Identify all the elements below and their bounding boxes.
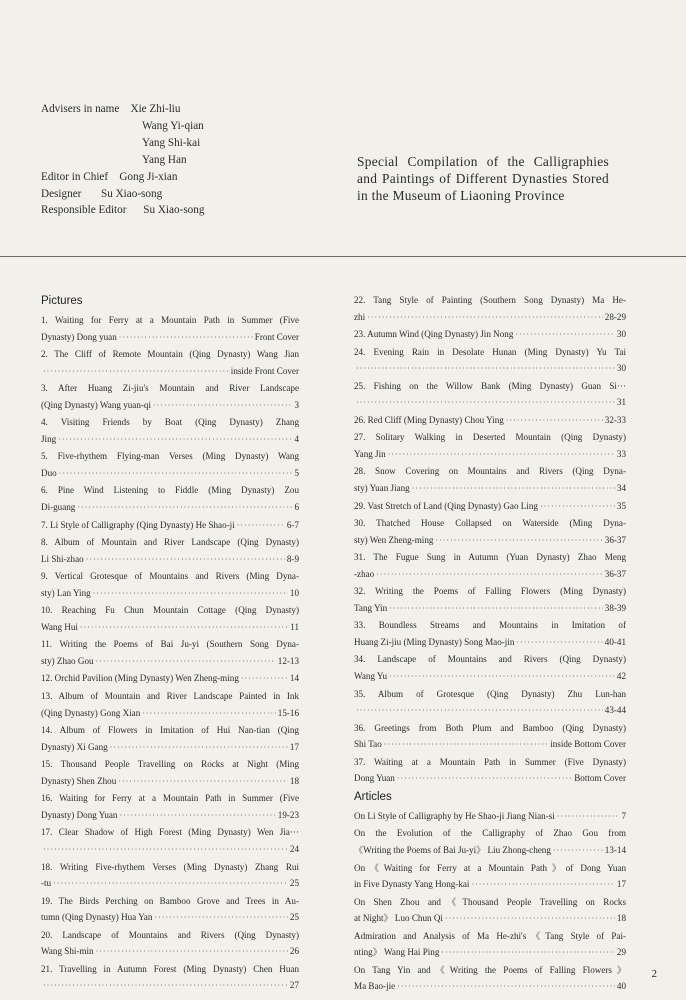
dot-leader: [110, 740, 288, 757]
toc-entry-line: [41, 875, 299, 893]
advisers-label: Advisers in name: [41, 103, 120, 115]
dot-leader: [540, 499, 615, 516]
toc-entry-title-end: Wang Shi-min: [41, 946, 94, 957]
toc-entry: [354, 962, 626, 996]
toc-entry-title: 13. Album of Mountain and River Landscape Painted in Ink: [41, 691, 299, 702]
toc-entry-title: 35. Album of Grotesque (Qing Dynasty) Zhu Lun-han: [354, 688, 626, 699]
toc-page-number: 11: [290, 621, 299, 632]
toc-entry-line: [354, 394, 626, 412]
toc-entry: [41, 568, 299, 602]
toc-page-number: 34: [616, 483, 626, 494]
toc-entry: [41, 380, 299, 414]
toc-entry: [41, 756, 299, 790]
toc-entry-title-end: Huang Zi-jiu (Ming Dynasty) Song Mao-jin: [354, 636, 515, 647]
dot-leader: [389, 601, 603, 618]
toc-entry-line: [354, 770, 626, 788]
toc-entry-line: [354, 634, 626, 652]
toc-entry-line: [354, 600, 626, 618]
toc-entry-title-end: Wang Yu: [354, 671, 388, 682]
dot-leader: [96, 944, 288, 961]
right-column: [354, 292, 626, 996]
toc-page-number: 12-13: [277, 655, 299, 666]
credits-block: [41, 101, 204, 219]
toc-entry-title-end: Dynasty) Dong Yuan: [41, 809, 118, 820]
toc-entry-title: 5. Five-rhythem Flying-man Verses (Ming Dynasty) Wang: [41, 451, 299, 462]
toc-entry-line: [41, 499, 299, 517]
toc-entry-title-end: Di-guang: [41, 502, 76, 513]
toc-page-number: 31: [616, 397, 626, 408]
toc-page-number: 35: [616, 500, 626, 511]
toc-entry-title-end: tumn (Qing Dynasty) Hua Yan: [41, 912, 153, 923]
toc-entry: [354, 808, 626, 826]
toc-entry-line: [41, 739, 299, 757]
toc-entry: [41, 859, 299, 893]
toc-entry: [354, 617, 626, 651]
toc-page-number: 4: [294, 433, 299, 444]
toc-entry-line: [354, 944, 626, 962]
toc-entry-line: [41, 397, 299, 415]
toc-entry-line: [354, 326, 626, 344]
dot-leader: [397, 771, 572, 788]
toc-page-number: 40-41: [604, 636, 626, 647]
toc-page-number: 15-16: [277, 707, 299, 718]
dot-leader: [515, 327, 615, 344]
editor-label: Editor in Chief: [41, 170, 109, 183]
responsible-editor-row: [41, 202, 204, 219]
designer-label: Designer: [41, 187, 82, 200]
toc-entry-line: [41, 363, 299, 381]
dot-leader: [237, 518, 285, 535]
toc-entry: [354, 412, 626, 430]
dot-leader: [80, 620, 288, 637]
toc-page-number: 18: [289, 775, 299, 786]
toc-entry-title-end: 29. Vast Stretch of Land (Qing Dynasty) Gao Ling: [354, 500, 538, 511]
toc-entry-line: [41, 653, 299, 671]
toc-page-number: 25: [289, 912, 299, 923]
dot-leader: [241, 671, 288, 688]
toc-entry: [41, 448, 299, 482]
toc-entry-title-end: Wang Hui: [41, 621, 78, 632]
adviser-name: Yang Shi-kai: [142, 136, 201, 149]
toc-entry-title: 18. Writing Five-rhythem Verses (Ming Dynasty) Zhang Rui: [41, 861, 299, 872]
toc-entry-line: [354, 978, 626, 996]
toc-entry-title: 33. Boundless Streams and Mountains in Imitation of: [354, 620, 626, 631]
dot-leader: [435, 533, 602, 550]
dot-leader: [119, 808, 275, 825]
toc-entry-title: 30. Thatched House Collapsed on Waterside (Ming Dyna-: [354, 518, 626, 529]
dot-leader: [557, 809, 620, 826]
toc-entry-title: 27. Solitary Walking in Deserted Mountain (Qing Dynasty): [354, 432, 626, 443]
dot-leader: [43, 364, 229, 381]
dot-leader: [388, 447, 615, 464]
toc-entry-line: [41, 329, 299, 347]
toc-page-number: 19-23: [277, 809, 299, 820]
toc-entry-title-end: 《Writing the Poems of Bai Ju-yi》 Liu Zhong-cheng: [354, 844, 551, 855]
toc-entry-title: On Tang Yin and《Writing the Poems of Falling Flowers》: [354, 964, 626, 975]
toc-entry: [41, 722, 299, 756]
toc-entry-title-end: Dynasty) Dong yuan: [41, 331, 117, 342]
toc-entry-title-end: 7. Li Style of Calligraphy (Qing Dynasty) He Shao-ji: [41, 519, 235, 530]
dot-leader: [93, 586, 288, 603]
toc-entry-title-end: (Qing Dynasty) Wang yuan-qi: [41, 399, 151, 410]
toc-entry-line: [354, 736, 626, 754]
toc-entry-title: 10. Reaching Fu Chun Mountain Cottage (Qing Dynasty): [41, 605, 299, 616]
toc-entry: [41, 602, 299, 636]
toc-entry-title: 21. Travelling in Autumn Forest (Ming Dynasty) Chen Huan: [41, 963, 299, 974]
toc-entry: [354, 928, 626, 962]
toc-entry-title: 36. Greetings from Both Plum and Bamboo (Qing Dynasty): [354, 722, 626, 733]
toc-entry-line: [354, 702, 626, 720]
toc-entry-line: [354, 566, 626, 584]
toc-entry: [354, 583, 626, 617]
toc-entry: [41, 346, 299, 380]
articles-list: [354, 808, 626, 996]
responsible-editor-name: Su Xiao-song: [143, 204, 205, 217]
compilation-title: Special Compilation of the Calligraphies and Paintings of Different Dynasties Stored in the Museum of Liaoning Province: [357, 154, 609, 203]
toc-page-number: Bottom Cover: [574, 773, 626, 784]
toc-entry-title: 9. Vertical Grotesque of Mountains and Rivers (Ming Dyna-: [41, 571, 299, 582]
toc-entry-title: 16. Waiting for Ferry at a Mountain Path in Summer (Five: [41, 793, 299, 804]
toc-entry-title-end: sty) Lan Ying: [41, 587, 91, 598]
dot-leader: [356, 395, 615, 412]
toc-entry: [41, 893, 299, 927]
toc-entry-title: 34. Landscape of Mountains and Rivers (Qing Dynasty): [354, 654, 626, 665]
toc-entry: [41, 482, 299, 516]
dot-leader: [43, 978, 288, 995]
toc-page-number: 29: [616, 947, 626, 958]
toc-entry: [41, 824, 299, 858]
toc-entry-line: [354, 480, 626, 498]
toc-entry-line: [41, 517, 299, 535]
toc-entry-line: [354, 808, 626, 826]
toc-page-number: 6-7: [286, 519, 299, 530]
toc-entry-line: [41, 977, 299, 995]
toc-entry-title: 31. The Fugue Sung in Autumn (Yuan Dynasty) Zhao Meng: [354, 552, 626, 563]
adviser-name: Wang Yi-qian: [142, 119, 204, 132]
toc-entry-title: 8. Album of Mountain and River Landscape (Qing Dynasty): [41, 537, 299, 548]
toc-entry-title-end: Shi Tao: [354, 739, 382, 750]
adviser-name: Yang Han: [142, 153, 187, 166]
toc-entry-title-end: sty) Yuan Jiang: [354, 483, 410, 494]
dot-leader: [53, 876, 288, 893]
toc-entry-title-end: Tang Yin: [354, 602, 388, 613]
toc-entry-line: [41, 670, 299, 688]
toc-page-number: 5: [294, 467, 299, 478]
toc-entry-title-end: zhi: [354, 311, 366, 322]
toc-entry: [41, 961, 299, 995]
toc-entry: [41, 636, 299, 670]
toc-entry: [354, 429, 626, 463]
toc-page-number: 36-37: [604, 568, 626, 579]
toc-page-number: 17: [289, 741, 299, 752]
toc-page-number: 14: [289, 673, 299, 684]
designer-row: [41, 186, 204, 203]
toc-entry-line: [41, 943, 299, 961]
toc-page-number: 18: [616, 913, 626, 924]
designer-name: Su Xiao-song: [100, 187, 163, 200]
toc-entry-line: [41, 619, 299, 637]
toc-entry-title-end: Dynasty) Xi Gang: [41, 741, 108, 752]
toc-page-number: 10: [289, 587, 299, 598]
toc-page-number: 6: [294, 502, 299, 513]
toc-page-number: 43-44: [604, 705, 626, 716]
toc-page-number: 27: [289, 980, 299, 991]
toc-entry: [354, 549, 626, 583]
toc-entry: [354, 754, 626, 788]
toc-entry-title: 6. Pine Wind Listening to Fiddle (Ming Dynasty) Zou: [41, 485, 299, 496]
toc-entry-title-end: sty) Wen Zheng-ming: [354, 534, 434, 545]
toc-entry-title: 19. The Birds Perching on Bamboo Grove and Trees in Au-: [41, 895, 299, 906]
toc-entry-title: 14. Album of Flowers in Imitation of Hui Nan-tian (Qing: [41, 725, 299, 736]
toc-entry-title: 25. Fishing on the Willow Bank (Ming Dynasty) Guan Si···: [354, 380, 626, 391]
articles-heading: Articles: [354, 790, 392, 803]
toc-entry-line: [41, 431, 299, 449]
toc-entry-title-end: -tu: [41, 878, 52, 889]
toc-page-number: 36-37: [604, 534, 626, 545]
toc-entry-title: 37. Waiting at a Mountain Path in Summer (Five Dynasty): [354, 756, 626, 767]
adviser-name: Xie Zhi-liu: [130, 103, 181, 115]
dot-leader: [397, 979, 615, 996]
toc-entry: [354, 344, 626, 378]
dot-leader: [384, 737, 548, 754]
toc-entry: [41, 517, 299, 535]
toc-entry-title: On Shen Zhou and《Thousand People Travelling on Rocks: [354, 896, 626, 907]
toc-page-number: 42: [616, 671, 626, 682]
toc-entry-title-end: Dong Yuan: [354, 773, 395, 784]
toc-page-number: 30: [616, 363, 626, 374]
dot-leader: [356, 361, 615, 378]
dot-leader: [119, 330, 253, 347]
toc-page-number: Front Cover: [254, 331, 299, 342]
toc-entry: [354, 326, 626, 344]
toc-entry: [354, 651, 626, 685]
dot-leader: [59, 466, 293, 483]
dot-leader: [118, 774, 288, 791]
toc-entry-title-end: (Qing Dynasty) Gong Xian: [41, 707, 141, 718]
toc-entry-line: [354, 498, 626, 516]
toc-entry-line: [354, 532, 626, 550]
toc-entry-line: [41, 807, 299, 825]
toc-entry-title: 1. Waiting for Ferry at a Mountain Path in Summer (Five: [41, 315, 299, 325]
toc-entry-line: [41, 585, 299, 603]
toc-entry: [41, 312, 299, 346]
editor-row: [41, 169, 204, 186]
toc-entry: [354, 894, 626, 928]
toc-entry-title: 24. Evening Rain in Desolate Hunan (Ming Dynasty) Yu Tai: [354, 346, 626, 357]
toc-page-number: 26: [289, 946, 299, 957]
toc-page-number: 25: [289, 878, 299, 889]
toc-entry-line: [41, 909, 299, 927]
pictures-list: [41, 312, 299, 995]
toc-entry-title-end: at Night》 Luo Chun Qi: [354, 913, 443, 924]
pictures-list-continued: [354, 292, 626, 788]
dot-leader: [516, 635, 602, 652]
dot-leader: [389, 669, 615, 686]
toc-entry-line: [41, 551, 299, 569]
toc-entry-title: Admiration and Analysis of Ma He-zhi's《Tang Style of Pai-: [354, 930, 626, 941]
dot-leader: [506, 413, 603, 430]
toc-entry-title: On《Waiting for Ferry at a Mountain Path》of Dong Yuan: [354, 862, 626, 873]
toc-entry-title-end: -zhao: [354, 568, 375, 579]
toc-entry-title-end: Li Shi-zhao: [41, 553, 84, 564]
toc-entry: [41, 927, 299, 961]
dot-leader: [86, 552, 285, 569]
toc-entry: [354, 292, 626, 326]
toc-entry: [354, 686, 626, 720]
toc-entry-title: 28. Snow Covering on Mountains and Rivers (Qing Dyna-: [354, 466, 626, 477]
toc-entry-line: [354, 876, 626, 894]
toc-entry-title-end: nting》 Wang Hai Ping: [354, 947, 440, 958]
dot-leader: [142, 706, 276, 723]
toc-entry-line: [354, 360, 626, 378]
page-number: 2: [651, 968, 657, 980]
toc-entry: [354, 463, 626, 497]
toc-page-number: 13-14: [604, 844, 626, 855]
left-column: [41, 292, 299, 995]
toc-page-number: 30: [616, 329, 626, 340]
toc-entry-line: [41, 773, 299, 791]
toc-entry: [354, 825, 626, 859]
toc-page-number: inside Front Cover: [230, 365, 299, 376]
toc-entry-title-end: sty) Zhao Gou: [41, 655, 94, 666]
dot-leader: [77, 500, 292, 517]
dot-leader: [154, 910, 288, 927]
toc-entry: [41, 670, 299, 688]
toc-page-number: 32-33: [604, 414, 626, 425]
toc-page-number: 7: [621, 810, 626, 821]
toc-entry-title-end: On Li Style of Calligraphy by He Shao-ji Jiang Nian-si: [354, 810, 555, 821]
toc-entry-line: [354, 668, 626, 686]
toc-entry-title: 2. The Cliff of Remote Mountain (Qing Dynasty) Wang Jian: [41, 349, 299, 360]
toc-page-number: 8-9: [286, 553, 299, 564]
advisers-row: [41, 101, 204, 118]
toc-entry-title: 15. Thousand People Travelling on Rocks at Night (Ming: [41, 759, 299, 770]
toc-entry-line: [354, 412, 626, 430]
toc-entry-title-end: Jing: [41, 433, 57, 444]
toc-entry: [41, 414, 299, 448]
dot-leader: [43, 842, 288, 859]
toc-entry: [41, 534, 299, 568]
toc-entry-title: 32. Writing the Poems of Falling Flowers (Ming Dynasty): [354, 586, 626, 597]
toc-entry: [41, 688, 299, 722]
toc-entry-line: [41, 465, 299, 483]
dot-leader: [445, 911, 615, 928]
toc-entry-line: [354, 842, 626, 860]
toc-entry-title-end: 12. Orchid Pavilion (Ming Dynasty) Wen Zheng-ming: [41, 673, 239, 684]
toc-entry-line: [354, 309, 626, 327]
toc-entry-title-end: in Five Dynasty Yang Hong-kai: [354, 879, 470, 890]
toc-entry-title-end: Dynasty) Shen Zhou: [41, 775, 117, 786]
toc-entry-title: 3. After Huang Zi-jiu's Mountain and River Landscape: [41, 383, 299, 394]
toc-entry-title-end: Yang Jin: [354, 448, 386, 459]
toc-page-number: 40: [616, 981, 626, 992]
toc-entry: [354, 720, 626, 754]
pictures-heading: Pictures: [41, 295, 83, 307]
toc-page-number: 24: [289, 843, 299, 854]
dot-leader: [367, 310, 603, 327]
editor-name: Gong Ji-xian: [119, 170, 178, 183]
toc-entry-title-end: 26. Red Cliff (Ming Dynasty) Chou Ying: [354, 414, 504, 425]
toc-entry-line: [354, 446, 626, 464]
toc-entry: [354, 515, 626, 549]
divider: [0, 256, 686, 257]
toc-entry-title: 11. Writing the Poems of Bai Ju-yi (Southern Song Dyna-: [41, 639, 299, 650]
toc-page-number: 38-39: [604, 602, 626, 613]
toc-page-number: 17: [616, 879, 626, 890]
toc-page-number: 3: [294, 399, 299, 410]
responsible-editor-label: Responsible Editor: [41, 204, 127, 217]
toc-entry-title-end: Duo: [41, 467, 57, 478]
toc-entry-title: On the Evolution of the Calligraphy of Zhao Gou from: [354, 828, 626, 839]
toc-page-number: 33: [616, 448, 626, 459]
toc-entry-title-end: Ma Bao-jie: [354, 981, 396, 992]
dot-leader: [471, 877, 614, 894]
dot-leader: [58, 432, 292, 449]
dot-leader: [153, 398, 292, 415]
toc-entry: [354, 378, 626, 412]
toc-entry-line: [354, 910, 626, 928]
dot-leader: [412, 481, 615, 498]
dot-leader: [553, 843, 603, 860]
toc-entry-title: 4. Visiting Friends by Boat (Qing Dynasty) Zhang: [41, 417, 299, 428]
toc-entry-title-end: 23. Autumn Wind (Qing Dynasty) Jin Nong: [354, 329, 514, 340]
dot-leader: [376, 567, 603, 584]
toc-entry-title: 20. Landscape of Mountains and Rivers (Qing Dynasty): [41, 929, 299, 940]
toc-page-number: inside Bottom Cover: [550, 739, 626, 750]
toc-entry-line: [41, 841, 299, 859]
toc-entry: [354, 860, 626, 894]
toc-entry-line: [41, 705, 299, 723]
toc-entry-title: 17. Clear Shadow of High Forest (Ming Dynasty) Wen Jia···: [41, 827, 299, 838]
dot-leader: [441, 945, 615, 962]
dot-leader: [356, 703, 603, 720]
toc-entry: [41, 790, 299, 824]
dot-leader: [96, 654, 276, 671]
toc-page-number: 28-29: [604, 311, 626, 322]
toc-entry-title: 22. Tang Style of Painting (Southern Song Dynasty) Ma He-: [354, 295, 626, 305]
toc-entry: [354, 498, 626, 516]
